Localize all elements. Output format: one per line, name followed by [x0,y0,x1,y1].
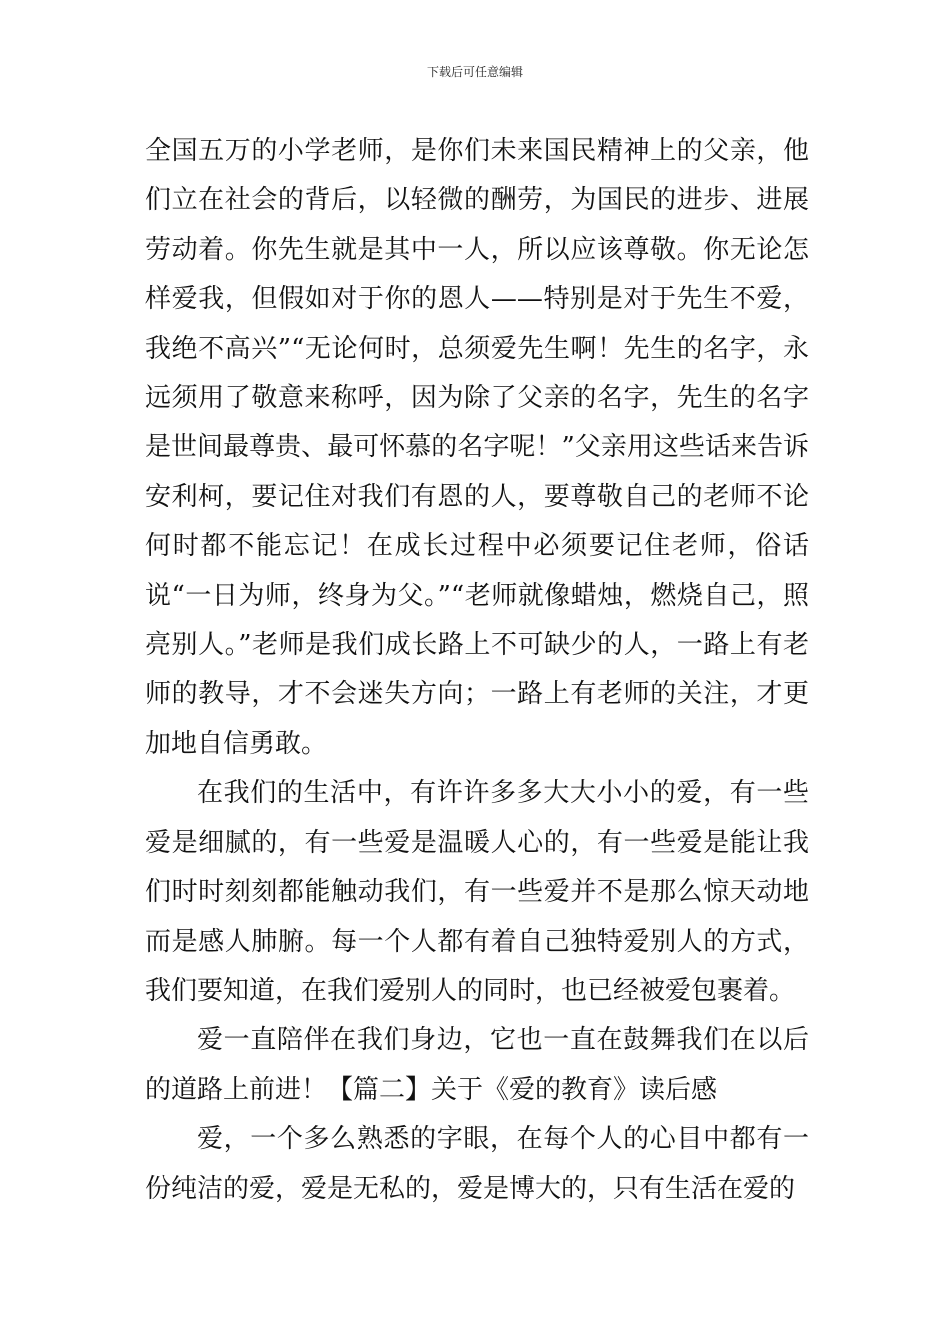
page-header: 下载后可任意编辑 [426,65,523,79]
paragraph-1: 全国五万的小学老师，是你们未来国民精神上的父亲，他们立在社会的背后，以轻微的酬劳，为国民的进步、进展劳动着。你先生就是其中一人，所以应该尊敬。你无论怎样爱我，但假如对于你的恩人——特别是对于先生不爱，我绝不高兴”“无论何时，总须爱先生啊！先生的名字，永远须用了敬意来称呼，因为除了父亲的名字，先生的名字是世间最尊贵、最可怀慕的名字呢！”父亲用这些话来告诉安利柯，要记住对我们有恩的人，要尊敬自己的老师不论何时都不能忘记！在成长过程中必须要记住老师，俗话说“一日为师，终身为父。”“老师就像蜡烛，燃烧自己，照亮别人。”老师是我们成长路上不可缺少的人，一路上有老师的教导，才不会迷失方向；一路上有老师的关注，才更加地自信勇敢。 [145,136,809,759]
paragraph-2: 在我们的生活中，有许许多多大大小小的爱，有一些爱是细腻的，有一些爱是温暖人心的，有一些爱是能让我们时时刻刻都能触动我们，有一些爱并不是那么惊天动地而是感人肺腑。每一个人都有着自己独特爱别人的方式，我们要知道，在我们爱别人的同时，也已经被爱包裹着。 [145,778,809,1006]
paragraph-4: 爱，一个多么熟悉的字眼，在每个人的心目中都有一份纯洁的爱，爱是无私的，爱是博大的，只有生活在爱的 [145,1124,809,1204]
paragraph-3: 爱一直陪伴在我们身边，它也一直在鼓舞我们在以后的道路上前进！【篇二】关于《爱的教育》读后感 [145,1025,809,1105]
document-body [145,127,809,1214]
